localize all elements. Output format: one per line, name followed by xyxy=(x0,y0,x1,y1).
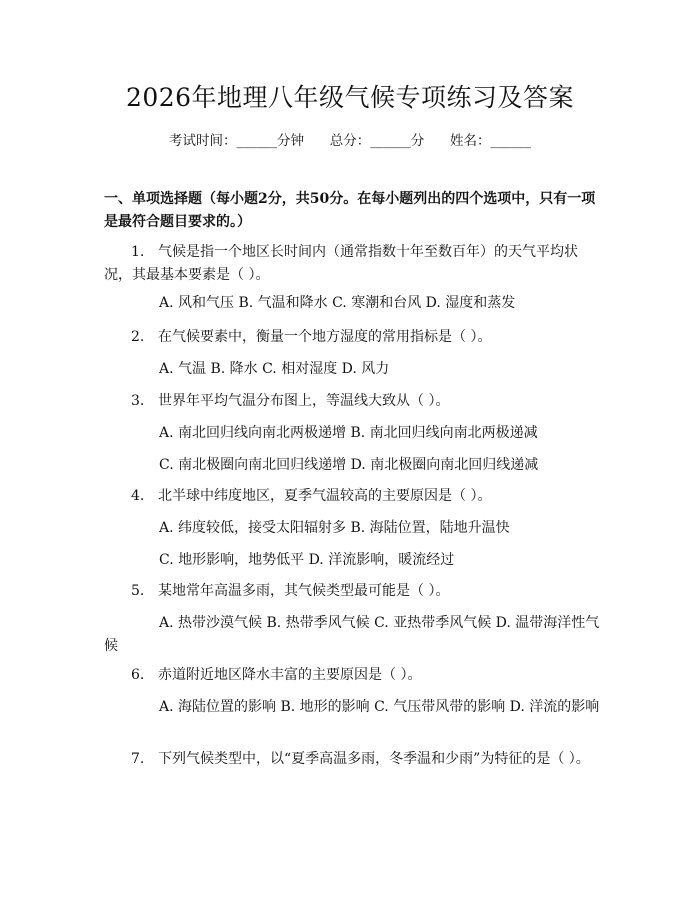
question-stem: 在气候要素中，衡量一个地方湿度的常用指标是（ ）。 xyxy=(158,329,492,345)
question-number: 6. xyxy=(131,667,145,683)
question-2 xyxy=(104,326,602,349)
question-stem: 气候是指一个地区长时间内（通常指数十年至数百年）的天气平均状况，其最基本要素是（ ）。 xyxy=(104,244,578,283)
question-6-options: A. 海陆位置的影响 B. 地形的影响 C. 气压带风带的影响 D. 洋流的影响 xyxy=(159,699,600,715)
question-3-option-ab: A. 南北回归线向南北两极递增 B. 南北回归线向南北两极递减 xyxy=(159,425,538,441)
question-5 xyxy=(104,580,602,603)
exam-info-line: 考试时间：______分钟 总分：______分 姓名：______ xyxy=(169,133,531,149)
question-1 xyxy=(104,241,602,287)
question-number: 5. xyxy=(131,583,145,599)
question-7 xyxy=(104,748,602,771)
question-number: 1. xyxy=(131,244,145,260)
question-6 xyxy=(104,664,602,687)
question-number: 3. xyxy=(131,393,145,409)
question-4-option-cd: C. 地形影响，地势低平 D. 洋流影响，暖流经过 xyxy=(159,552,455,568)
question-stem: 世界年平均气温分布图上，等温线大致从（ ）。 xyxy=(158,393,450,409)
question-5-options: A. 热带沙漠气候 B. 热带季风气候 C. 亚热带季风气候 D. 温带海洋性气候 xyxy=(104,615,600,654)
question-stem: 赤道附近地区降水丰富的主要原因是（ ）。 xyxy=(158,667,422,683)
section-header: 一、单项选择题（每小题2分，共50分。在每小题列出的四个选项中，只有一项是最符合题目要求的。） xyxy=(104,191,596,230)
question-number: 2. xyxy=(131,329,145,345)
question-1-options: A. 风和气压 B. 气温和降水 C. 寒潮和台风 D. 湿度和蒸发 xyxy=(159,295,516,311)
question-4 xyxy=(104,485,602,508)
question-number: 7. xyxy=(131,751,145,767)
question-3 xyxy=(104,390,602,413)
question-stem: 某地常年高温多雨，其气候类型最可能是（ ）。 xyxy=(158,583,450,599)
question-stem: 下列气候类型中，以“夏季高温多雨，冬季温和少雨”为特征的是（ ）。 xyxy=(158,751,590,767)
document-title: 2026年地理八年级气候专项练习及答案 xyxy=(125,83,575,112)
question-4-option-ab: A. 纬度较低，接受太阳辐射多 B. 海陆位置，陆地升温快 xyxy=(159,520,510,536)
question-number: 4. xyxy=(131,488,145,504)
question-2-options: A. 气温 B. 降水 C. 相对湿度 D. 风力 xyxy=(159,361,390,377)
question-3-option-cd: C. 南北极圈向南北回归线递增 D. 南北极圈向南北回归线递减 xyxy=(159,457,539,473)
question-stem: 北半球中纬度地区，夏季气温较高的主要原因是（ ）。 xyxy=(158,488,492,504)
